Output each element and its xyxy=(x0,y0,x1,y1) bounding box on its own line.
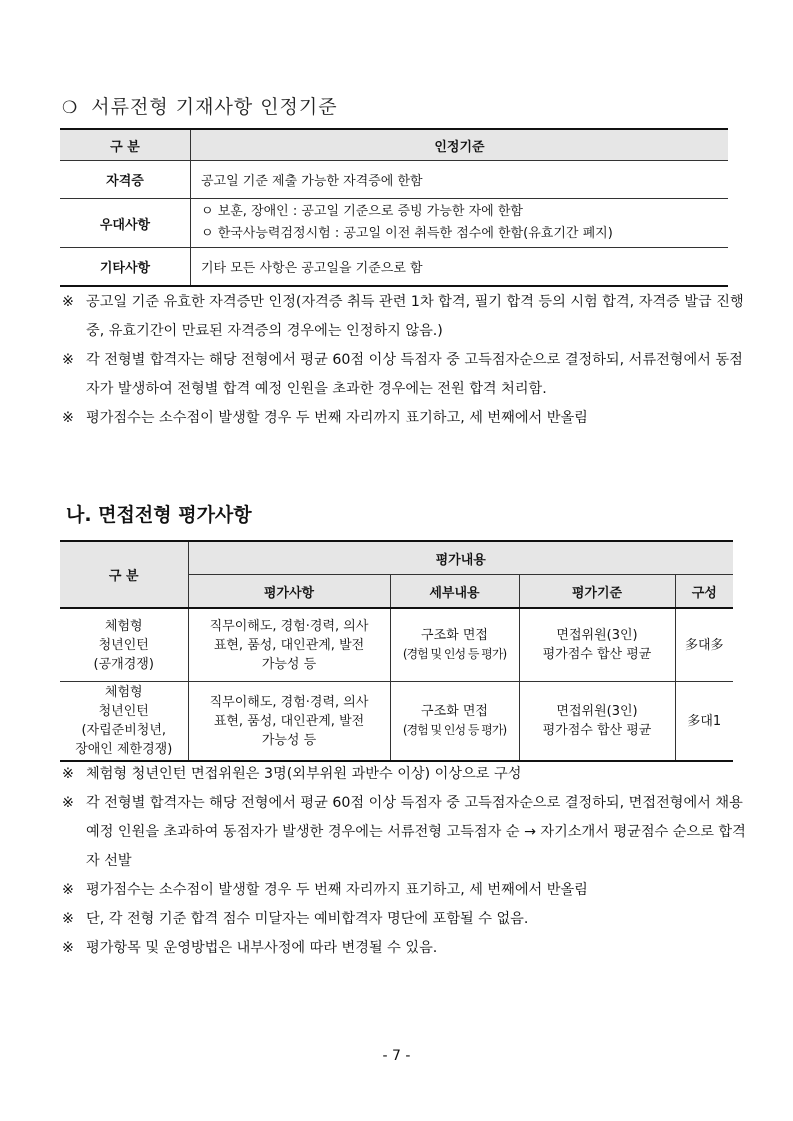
reference-mark-icon: ※ xyxy=(62,795,74,811)
qualification-table xyxy=(60,128,728,287)
criteria-line: ㅇ 한국사능력검정시험 : 공고일 이전 취득한 점수에 한함(유효기간 폐지) xyxy=(201,226,613,241)
criteria-line: ㅇ 보훈, 장애인 : 공고일 기준으로 증빙 가능한 자에 한함 xyxy=(201,204,523,219)
items-line: 표현, 품성, 대인관계, 발전 xyxy=(213,637,365,653)
items-line: 직무이해도, 경험·경력, 의사 xyxy=(209,618,369,634)
note-text: 각 전형별 합격자는 해당 전형에서 평균 60점 이상 득점자 중 고득점자순으로 결정하되, 면접전형에서 채용예정 인원을 초과하여 동점자가 발생한 경우에는 서류전형 고득점자 순 → 자기소개서 평균점수 순으로 합격자 선발 xyxy=(86,795,746,869)
table-row xyxy=(60,161,728,199)
page-number: - 7 - xyxy=(382,1048,411,1064)
note-text: 공고일 기준 유효한 자격증만 인정(자격증 취득 관련 1차 합격, 필기 합격 등의 시험 합격, 자격증 발급 진행 중, 유효기간이 만료된 자격증의 경우에는 인정하지 않음.) xyxy=(86,294,744,339)
row-detail xyxy=(390,608,519,682)
reference-mark-icon: ※ xyxy=(62,766,74,782)
criteria-line: 평가점수 합산 평균 xyxy=(542,723,652,738)
column-header-criteria: 인정기준 xyxy=(191,129,729,161)
section1-heading xyxy=(62,92,338,119)
detail-line: (경험 및 인성 등 평가) xyxy=(402,723,507,737)
note-item xyxy=(62,876,747,905)
reference-mark-icon: ※ xyxy=(62,911,74,927)
row-criteria xyxy=(191,199,729,248)
note-item xyxy=(62,760,747,789)
column-header-category: 구 분 xyxy=(60,541,188,608)
detail-line: 구조화 면접 xyxy=(421,704,488,719)
category-line: 청년인턴 xyxy=(98,704,149,719)
column-header-composition: 구성 xyxy=(675,575,733,609)
reference-mark-icon: ※ xyxy=(62,882,74,898)
column-header-detail: 세부내용 xyxy=(390,575,519,609)
items-line: 가능성 등 xyxy=(261,656,317,672)
column-header-items: 평가사항 xyxy=(188,575,390,609)
row-criteria xyxy=(519,608,675,682)
row-criteria: 공고일 기준 제출 가능한 자격증에 한함 xyxy=(191,161,729,199)
section2-notes xyxy=(62,760,747,963)
category-line: (자립준비청년, xyxy=(81,723,167,738)
items-line: 표현, 품성, 대인관계, 발전 xyxy=(213,713,365,729)
note-text: 평가점수는 소수점이 발생할 경우 두 번째 자리까지 표기하고, 세 번째에서 반올림 xyxy=(86,882,588,898)
table-row xyxy=(60,248,728,287)
category-line: (공개경쟁) xyxy=(93,656,154,672)
criteria-line: 면접위원(3인) xyxy=(556,704,638,719)
items-line: 직무이해도, 경험·경력, 의사 xyxy=(209,694,369,710)
criteria-line: 면접위원(3인) xyxy=(556,628,638,643)
category-line: 체험형 xyxy=(104,618,143,634)
category-line: 장애인 제한경쟁) xyxy=(75,742,173,757)
row-items xyxy=(188,682,390,762)
section2-title: 나. 면접전형 평가사항 xyxy=(66,504,252,526)
category-line: 체험형 xyxy=(104,685,143,700)
section1-notes xyxy=(62,288,747,433)
note-text: 단, 각 전형 기준 합격 점수 미달자는 예비합격자 명단에 포함될 수 없음. xyxy=(86,911,529,927)
table-row xyxy=(60,682,733,762)
row-items xyxy=(188,608,390,682)
column-header-group: 평가내용 xyxy=(188,541,733,575)
table-row xyxy=(60,199,728,248)
reference-mark-icon: ※ xyxy=(62,294,74,310)
note-text: 각 전형별 합격자는 해당 전형에서 평균 60점 이상 득점자 중 고득점자순으로 결정하되, 서류전형에서 동점자가 발생하여 전형별 합격 예정 인원을 초과한 경우에는 전원 합격 처리함. xyxy=(86,352,743,397)
row-criteria: 기타 모든 사항은 공고일을 기준으로 함 xyxy=(191,248,729,287)
note-item xyxy=(62,404,747,433)
section1-title: 서류전형 기재사항 인정기준 xyxy=(91,96,338,118)
note-item xyxy=(62,288,747,346)
reference-mark-icon: ※ xyxy=(62,410,74,426)
note-text: 평가항목 및 운영방법은 내부사정에 따라 변경될 수 있음. xyxy=(86,940,438,956)
row-composition: 多대1 xyxy=(675,682,733,762)
note-text: 체험형 청년인턴 면접위원은 3명(외부위원 과반수 이상) 이상으로 구성 xyxy=(86,766,522,782)
row-composition: 多대多 xyxy=(675,608,733,682)
note-item xyxy=(62,934,747,963)
reference-mark-icon: ※ xyxy=(62,352,74,368)
row-category xyxy=(60,608,188,682)
detail-line: 구조화 면접 xyxy=(421,628,488,643)
table-header-row xyxy=(60,129,728,161)
table-header-row xyxy=(60,541,733,575)
circle-bullet-icon: ❍ xyxy=(62,98,79,118)
note-item xyxy=(62,905,747,934)
criteria-line: 평가점수 합산 평균 xyxy=(542,647,652,662)
row-category: 우대사항 xyxy=(60,199,191,248)
category-line: 청년인턴 xyxy=(98,637,149,653)
row-detail xyxy=(390,682,519,762)
column-header-category: 구 분 xyxy=(60,129,191,161)
note-item xyxy=(62,789,747,876)
row-category xyxy=(60,682,188,762)
note-item xyxy=(62,346,747,404)
row-criteria xyxy=(519,682,675,762)
reference-mark-icon: ※ xyxy=(62,940,74,956)
table-row xyxy=(60,608,733,682)
items-line: 가능성 등 xyxy=(261,732,317,748)
row-category: 기타사항 xyxy=(60,248,191,287)
row-category: 자격증 xyxy=(60,161,191,199)
note-text: 평가점수는 소수점이 발생할 경우 두 번째 자리까지 표기하고, 세 번째에서 반올림 xyxy=(86,410,588,426)
column-header-criteria: 평가기준 xyxy=(519,575,675,609)
interview-table xyxy=(60,540,733,762)
detail-line: (경험 및 인성 등 평가) xyxy=(402,647,507,661)
